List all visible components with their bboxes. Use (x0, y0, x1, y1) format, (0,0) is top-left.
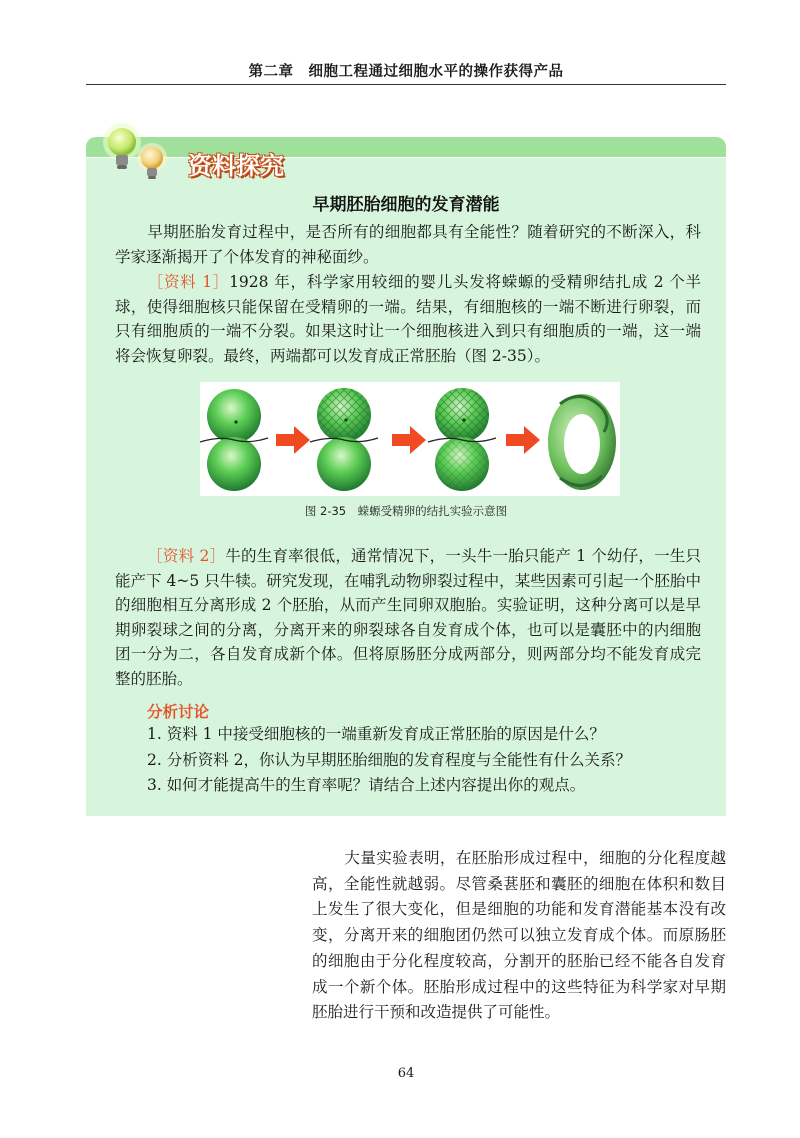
question-1: 1. 资料 1 中接受细胞核的一端重新发育成正常胚胎的原因是什么？ (147, 725, 605, 743)
section-heading: 早期胚胎细胞的发育潜能 (312, 195, 500, 215)
box-header-bar (86, 137, 726, 157)
intro-paragraph (115, 220, 701, 269)
discussion-heading: 分析讨论 (147, 703, 210, 721)
material-2-paragraph (115, 544, 701, 691)
question-3: 3. 如何才能提高牛的生育率呢？请结合上述内容提出你的观点。 (147, 776, 586, 794)
running-head: 第二章 细胞工程通过细胞水平的操作获得产品 (248, 64, 564, 80)
lightbulb-icon (96, 118, 178, 184)
page-number: 64 (397, 1066, 415, 1081)
header-rule (86, 84, 726, 85)
embryo-stage-4 (548, 394, 616, 490)
ligature-experiment-figure (200, 382, 620, 496)
material-1-paragraph (115, 270, 701, 368)
material-1-label: ［资料 1］ (147, 273, 230, 291)
box-title: 资料探究 (188, 152, 284, 180)
body-text: 大量实验表明，在胚胎形成过程中，细胞的分化程度越高，全能性就越弱。尽管桑葚胚和囊胚的细胞在体积和数目上发生了很大变化，但是细胞的功能和发育潜能基本没有改变，分离开来的细胞团仍然可以独立发育成个体。而原肠胚的细胞由于分化程度较高，分割开的胚胎已经不能各自发育成一个新个体。胚胎形成过程中的这些特征为科学家对早期胚胎进行干预和改造提供了可能性。 (312, 849, 726, 1022)
body-paragraph (312, 846, 726, 1026)
material-2-text: 牛的生育率很低，通常情况下，一头牛一胎只能产 1 个幼仔，一生只能产下 4~5 只牛犊。研究发现，在哺乳动物卵裂过程中，某些因素可引起一个胚胎中的细胞相互分离形成 2 个胚胎，从而产生同卵双胞胎。实验证明，这种分离可以是早期卵裂球之间的分离，分离开来的卵裂球各自发育成个体，也可以是囊胚中的内细胞团一分为二，各自发育成新个体。但将原肠胚分成两部分，则两部分均不能发育成完整的胚胎。 (115, 547, 702, 688)
question-list (147, 722, 717, 799)
figure-caption: 图 2-35 蝾螈受精卵的结扎实验示意图 (304, 504, 508, 518)
material-1-text: 1928 年，科学家用较细的婴儿头发将蝾螈的受精卵结扎成 2 个半球，使得细胞核只能保留在受精卵的一端。结果，有细胞核的一端不断进行卵裂，而只有细胞质的一端不分裂。如果这时让一个细胞核进入到只有细胞质的一端，这一端将会恢复卵裂。最终，两端都可以发育成正常胚胎（图 2-35）。 (115, 273, 701, 365)
intro-text: 早期胚胎发育过程中，是否所有的细胞都具有全能性？随着研究的不断深入，科学家逐渐揭开了个体发育的神秘面纱。 (115, 223, 701, 266)
material-2-label: ［资料 2］ (147, 547, 226, 565)
question-2: 2. 分析资料 2，你认为早期胚胎细胞的发育程度与全能性有什么关系？ (147, 750, 632, 769)
